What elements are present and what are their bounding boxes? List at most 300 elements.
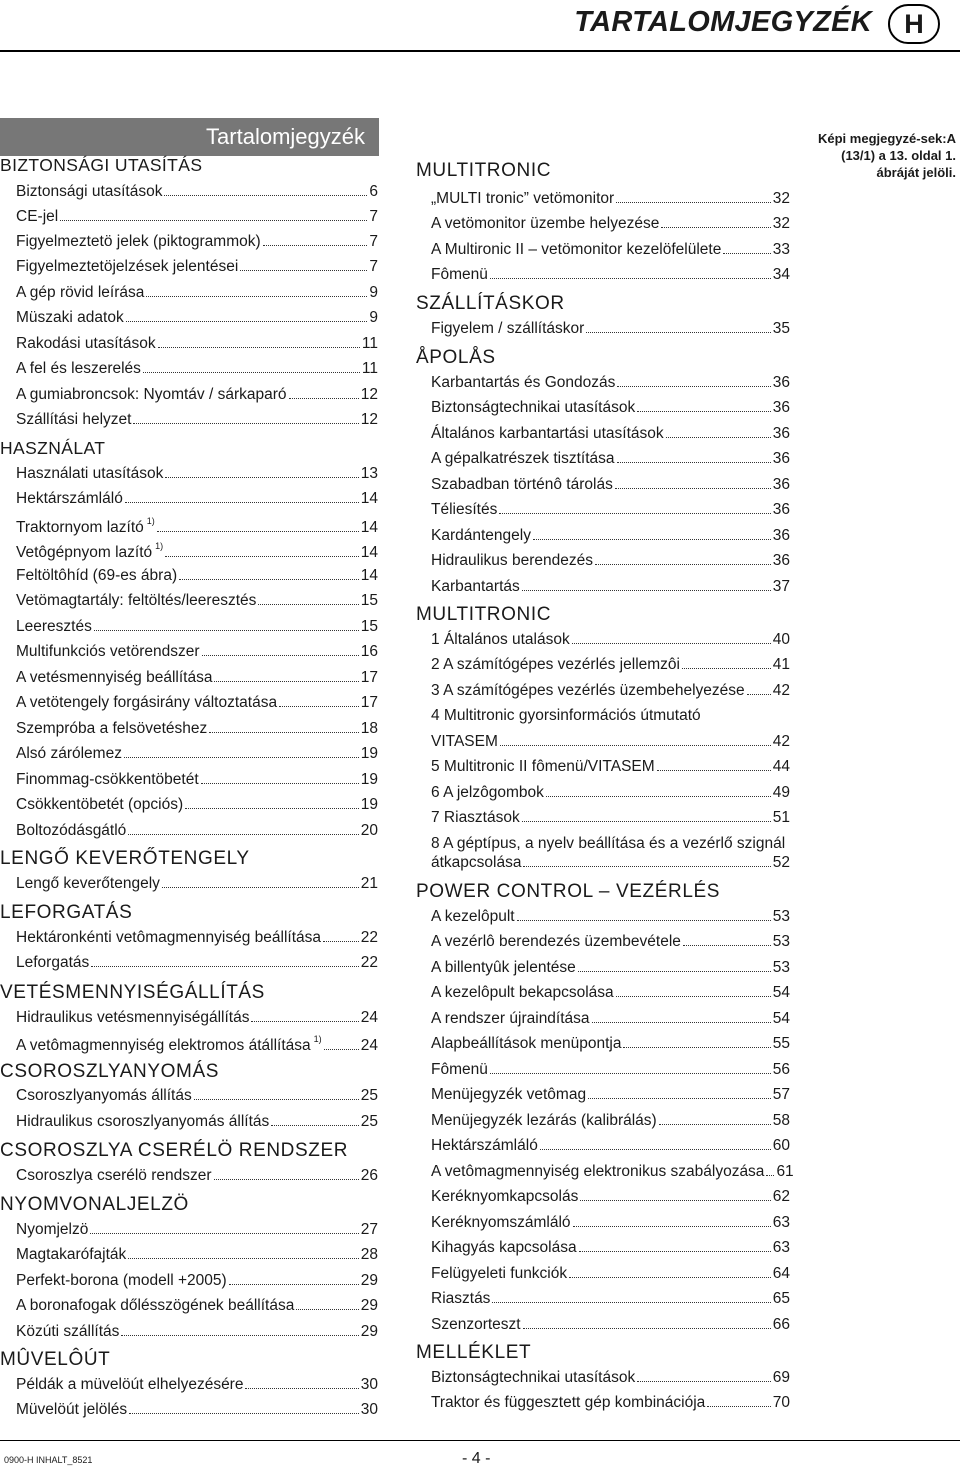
- toc-page-number: 27: [360, 1221, 378, 1238]
- toc-entry[interactable]: [416, 190, 790, 208]
- toc-entry-text: A billentyûk jelentése: [431, 959, 576, 976]
- toc-entry[interactable]: [0, 1272, 378, 1290]
- toc-entry[interactable]: [0, 745, 378, 763]
- toc-entry-label: [431, 399, 635, 417]
- toc-entry-text: A fel és leszerelés: [16, 360, 141, 377]
- toc-entry[interactable]: [0, 822, 378, 840]
- toc-page-number: 14: [360, 519, 378, 536]
- toc-entry[interactable]: [416, 1010, 790, 1028]
- toc-entry-text: Riasztás: [431, 1290, 491, 1307]
- toc-entry[interactable]: [416, 1163, 794, 1181]
- toc-entry[interactable]: [416, 682, 790, 700]
- toc-entry[interactable]: [0, 954, 378, 972]
- toc-entry-text: Finommag-csökkentöbetét: [16, 771, 199, 788]
- toc-text-line: 8 A géptípus, a nyelv beállítása és a vezérlő szignál: [431, 835, 786, 852]
- toc-page-number: 19: [360, 745, 378, 762]
- toc-entry[interactable]: [416, 266, 790, 284]
- toc-entry[interactable]: [416, 320, 790, 338]
- toc-entry[interactable]: [416, 1369, 790, 1387]
- section-heading: BIZTONSÁGI UTASÍTÁS: [0, 155, 203, 175]
- toc-entry[interactable]: [0, 516, 378, 537]
- toc-page-number: 70: [772, 1394, 790, 1411]
- dot-leader: [245, 1388, 358, 1389]
- toc-entry[interactable]: [0, 1113, 378, 1131]
- toc-entry-text: A vetômagmennyiség elektromos átállítása: [16, 1037, 311, 1054]
- dot-leader: [133, 423, 358, 424]
- dot-leader: [661, 227, 770, 228]
- toc-entry[interactable]: [0, 411, 378, 429]
- toc-entry-text: A gumiabroncsok: Nyomtáv / sárkaparó: [16, 386, 287, 403]
- toc-entry[interactable]: [416, 784, 790, 802]
- toc-entry-text: A kezelôpult bekapcsolása: [431, 984, 614, 1001]
- dot-leader: [522, 590, 771, 591]
- toc-entry-label: [16, 694, 277, 712]
- toc-entry-text: A vetésmennyiség beállítása: [16, 669, 213, 686]
- toc-entry-label: [431, 1035, 621, 1053]
- toc-entry-text: „MULTI tronic” vetömonitor: [431, 190, 615, 207]
- toc-entry-label: [431, 552, 593, 570]
- toc-entry-label: [16, 618, 92, 636]
- dot-leader: [595, 564, 771, 565]
- dot-leader: [157, 531, 359, 532]
- dot-leader: [490, 278, 771, 279]
- toc-entry-text: Csoroszlyanyomás állítás: [16, 1087, 192, 1104]
- toc-entry-text: Hektáronkénti vetômagmennyiség beállítása: [16, 929, 322, 946]
- toc-entry-text: Leforgatás: [16, 954, 90, 971]
- toc-entry[interactable]: [416, 527, 790, 545]
- toc-entry-text: A rendszer újraindítása: [431, 1010, 590, 1027]
- toc-entry-text: Keréknyomkapcsolás: [431, 1188, 579, 1205]
- toc-page-number: 33: [772, 241, 790, 258]
- toc-entry-text: 3 A számítógépes vezérlés üzembehelyezése: [431, 682, 745, 699]
- toc-entry[interactable]: [416, 1086, 790, 1104]
- toc-entry-label: [16, 1034, 322, 1055]
- dot-leader: [592, 1022, 771, 1023]
- toc-entry[interactable]: [416, 1316, 790, 1334]
- toc-page-number: 11: [361, 335, 378, 352]
- dot-leader: [194, 1099, 359, 1100]
- dot-leader: [146, 296, 367, 297]
- section-heading: POWER CONTROL – VEZÉRLÉS: [416, 881, 721, 902]
- toc-page-number: 58: [772, 1112, 790, 1129]
- dot-leader: [251, 1021, 358, 1022]
- toc-page-number: 14: [360, 567, 378, 584]
- toc-entry-text: A vetömonitor üzembe helyezése: [431, 215, 660, 232]
- toc-entry-text: VITASEM: [431, 733, 498, 750]
- toc-page-number: 40: [772, 631, 790, 648]
- toc-entry[interactable]: [416, 809, 790, 827]
- toc-entry-label: [16, 1009, 249, 1027]
- toc-entry-label: [431, 241, 721, 259]
- toc-entry[interactable]: [0, 335, 378, 353]
- dot-leader: [666, 437, 771, 438]
- toc-page-number: 66: [772, 1316, 790, 1333]
- toc-entry[interactable]: [0, 1221, 378, 1239]
- dot-leader: [588, 1098, 771, 1099]
- toc-entry[interactable]: [416, 501, 790, 519]
- toc-entry[interactable]: [416, 1035, 790, 1053]
- dot-leader: [323, 941, 359, 942]
- toc-entry-text: Használati utasítások: [16, 465, 164, 482]
- toc-page-number: 65: [772, 1290, 790, 1307]
- toc-entry[interactable]: [416, 1112, 790, 1130]
- toc-entry-text: Figyelem / szállításkor: [431, 320, 585, 337]
- toc-entry[interactable]: [416, 1061, 790, 1079]
- toc-page-number: 34: [772, 266, 790, 283]
- toc-entry[interactable]: [0, 771, 378, 789]
- toc-page-number: 24: [360, 1009, 378, 1026]
- toc-entry-label: [431, 266, 488, 284]
- toc-entry-label: [16, 1297, 294, 1315]
- toc-entry-text: Csoroszlya cserélö rendszer: [16, 1167, 212, 1184]
- toc-entry-label: [431, 1290, 490, 1308]
- toc-entry[interactable]: [416, 959, 790, 977]
- toc-entry-label: [431, 758, 655, 776]
- toc-page-number: 63: [772, 1214, 790, 1231]
- toc-entry-text: Karbantartás és Gondozás: [431, 374, 616, 391]
- toc-entry-label: [431, 476, 613, 494]
- dot-leader: [637, 1381, 771, 1382]
- toc-entry[interactable]: [416, 1214, 790, 1232]
- toc-entry-label: [16, 720, 207, 738]
- toc-page-number: 41: [772, 656, 790, 673]
- toc-entry-label: [431, 1214, 571, 1232]
- toc-entry-label: [16, 183, 162, 201]
- toc-entry[interactable]: [416, 450, 790, 468]
- toc-page-number: 17: [360, 694, 378, 711]
- toc-page-number: 57: [772, 1086, 790, 1103]
- dot-leader: [258, 604, 358, 605]
- dot-leader: [580, 1200, 770, 1201]
- dot-leader: [164, 195, 367, 196]
- dot-leader: [229, 1284, 359, 1285]
- toc-page-number: 36: [772, 476, 790, 493]
- toc-entry-text: Nyomjelzö: [16, 1221, 89, 1238]
- toc-entry[interactable]: [416, 374, 790, 392]
- toc-entry-label: [16, 258, 238, 276]
- dot-leader: [657, 770, 771, 771]
- toc-page-number: 30: [360, 1376, 378, 1393]
- toc-entry[interactable]: [0, 1167, 378, 1185]
- toc-entry-label: [431, 1010, 590, 1028]
- toc-page-number: 29: [360, 1297, 378, 1314]
- toc-entry-label: [16, 360, 141, 378]
- toc-entry-text: Biztonságtechnikai utasítások: [431, 1369, 636, 1386]
- toc-entry[interactable]: [416, 984, 790, 1002]
- dot-leader: [121, 1335, 358, 1336]
- toc-entry-label: [16, 233, 261, 251]
- toc-page-number: 26: [360, 1167, 378, 1184]
- toc-entry-label: [431, 1188, 578, 1206]
- section-heading: VETÉSMENNYISÉGÁLLÍTÁS: [0, 982, 265, 1003]
- toc-entry-label: [431, 1316, 521, 1334]
- toc-entry-text: Lengő keverőtengely: [16, 875, 160, 892]
- toc-entry-label: [431, 527, 531, 545]
- toc-page-number: 22: [360, 954, 378, 971]
- toc-entry[interactable]: [0, 875, 378, 893]
- toc-page-number: 14: [360, 490, 378, 507]
- toc-page-number: 55: [772, 1035, 790, 1052]
- toc-entry[interactable]: [416, 1188, 790, 1206]
- toc-entry[interactable]: [0, 1297, 378, 1315]
- toc-entry[interactable]: [0, 183, 378, 201]
- toc-page-number: 53: [772, 933, 790, 950]
- toc-entry[interactable]: [0, 208, 378, 226]
- section-heading: NYOMVONALJELZÖ: [0, 1194, 189, 1215]
- toc-page-number: 53: [772, 908, 790, 925]
- toc-entry[interactable]: [0, 1246, 378, 1264]
- toc-page-number: 53: [772, 959, 790, 976]
- toc-page-number: 17: [360, 669, 378, 686]
- toc-entry[interactable]: [0, 284, 378, 302]
- toc-entry[interactable]: [416, 399, 790, 417]
- toc-entry-label: [431, 1061, 488, 1079]
- toc-entry[interactable]: [416, 425, 790, 443]
- toc-entry-text: A kezelôpult: [431, 908, 515, 925]
- toc-entry-label: [431, 578, 520, 596]
- toc-entry-label: [16, 1246, 126, 1264]
- toc-entry-label: [16, 796, 183, 814]
- toc-entry-label: [431, 1086, 586, 1104]
- toc-page-number: 15: [360, 592, 378, 609]
- toc-entry[interactable]: [0, 1034, 378, 1055]
- toc-entry[interactable]: [0, 386, 378, 404]
- toc-entry-text: Traktor és függesztett gép kombinációja: [431, 1394, 706, 1411]
- toc-entry-text: Traktornyom lazító: [16, 519, 144, 536]
- toc-entry-text: A vetötengely forgásirány változtatása: [16, 694, 278, 711]
- toc-entry-text: Alapbeállítások menüpontja: [431, 1035, 622, 1052]
- dot-leader: [707, 1406, 770, 1407]
- toc-entry-label: [16, 1167, 212, 1185]
- toc-page-number: 11: [361, 360, 378, 377]
- toc-entry[interactable]: [0, 1401, 378, 1419]
- toc-entry-text: Általános karbantartási utasítások: [431, 425, 664, 442]
- dot-leader: [492, 1302, 770, 1303]
- dot-leader: [143, 372, 360, 373]
- toc-entry[interactable]: [416, 656, 790, 674]
- toc-banner-title: Tartalomjegyzék: [206, 124, 365, 149]
- toc-entry-text: A vetômagmennyiség elektronikus szabályozása: [431, 1163, 765, 1180]
- dot-leader: [500, 745, 771, 746]
- toc-entry[interactable]: [0, 796, 378, 814]
- dot-leader: [214, 1179, 359, 1180]
- toc-entry-label: [16, 309, 124, 327]
- toc-page-number: 24: [360, 1037, 378, 1054]
- dot-leader: [202, 655, 359, 656]
- toc-entry[interactable]: [0, 669, 378, 687]
- toc-entry-text: Szenzorteszt: [431, 1316, 521, 1333]
- toc-entry-text: A boronafogak dőlésszögének beállítása: [16, 1297, 295, 1314]
- toc-entry[interactable]: [416, 1137, 790, 1155]
- toc-entry-label: [16, 954, 89, 972]
- toc-entry-label: [16, 411, 131, 429]
- toc-page-number: 61: [776, 1163, 794, 1180]
- toc-entry-text: Figyelmeztetö jelek (piktogrammok): [16, 233, 261, 250]
- toc-page-number: 7: [369, 233, 378, 250]
- toc-entry-label: [431, 959, 576, 977]
- toc-entry[interactable]: [0, 309, 378, 327]
- section-heading: MULTITRONIC: [416, 604, 552, 625]
- dot-leader: [129, 1413, 359, 1414]
- section-heading: CSOROSZLYANYOMÁS: [0, 1061, 219, 1082]
- toc-page-number: 29: [360, 1272, 378, 1289]
- toc-entry-text: Kardántengely: [431, 527, 531, 544]
- toc-entry-label: [16, 745, 122, 763]
- section-heading: MELLÉKLET: [416, 1342, 532, 1363]
- dot-leader: [683, 945, 771, 946]
- toc-page-number: 49: [772, 784, 790, 801]
- toc-entry-text: átkapcsolása: [431, 854, 522, 871]
- toc-page-number: 51: [772, 809, 790, 826]
- language-badge: H: [888, 4, 940, 44]
- toc-entry-text: 2 A számítógépes vezérlés jellemzôi: [431, 656, 680, 673]
- toc-entry-label: [431, 984, 614, 1002]
- toc-entry[interactable]: [416, 552, 790, 570]
- toc-entry-label: [16, 1113, 269, 1131]
- toc-entry-text: 6 A jelzôgombok: [431, 784, 544, 801]
- toc-entry[interactable]: [416, 1394, 790, 1412]
- toc-entry[interactable]: [0, 1323, 378, 1341]
- dot-leader: [179, 579, 359, 580]
- toc-entry[interactable]: [0, 258, 378, 276]
- toc-page-number: 32: [772, 215, 790, 232]
- toc-entry-label: [16, 465, 163, 483]
- toc-entry[interactable]: [416, 631, 790, 649]
- toc-page-number: 18: [360, 720, 378, 737]
- toc-entry-text: Keréknyomszámláló: [431, 1214, 571, 1231]
- toc-entry[interactable]: [416, 758, 790, 776]
- toc-page-number: 52: [772, 854, 790, 871]
- toc-entry[interactable]: [0, 618, 378, 636]
- header-rule: [0, 50, 960, 52]
- toc-entry[interactable]: [416, 1290, 790, 1308]
- toc-entry[interactable]: [416, 1265, 790, 1283]
- dot-leader: [94, 630, 359, 631]
- toc-entry-label: [16, 822, 126, 840]
- toc-entry[interactable]: [0, 1009, 378, 1027]
- toc-entry-label: [16, 1323, 119, 1341]
- toc-entry[interactable]: [416, 1239, 790, 1257]
- toc-entry-label: [16, 1087, 192, 1105]
- toc-page-number: 62: [772, 1188, 790, 1205]
- toc-page-number: 15: [360, 618, 378, 635]
- toc-entry-label: [16, 669, 212, 687]
- toc-page-number: 35: [772, 320, 790, 337]
- toc-entry-label: [431, 501, 497, 519]
- dot-leader: [523, 866, 770, 867]
- dot-leader: [162, 887, 359, 888]
- dot-leader: [615, 488, 771, 489]
- toc-page-number: 7: [369, 258, 378, 275]
- toc-entry-text: A gép rövid leírása: [16, 284, 145, 301]
- toc-entry-text: Menüjegyzék vetômag: [431, 1086, 587, 1103]
- dot-leader: [60, 220, 367, 221]
- toc-entry-label: [16, 490, 123, 508]
- dot-leader: [747, 694, 771, 695]
- toc-entry[interactable]: [0, 694, 378, 712]
- toc-entry[interactable]: [0, 490, 378, 508]
- toc-entry[interactable]: [416, 733, 790, 751]
- toc-entry-text: Müszaki adatok: [16, 309, 124, 326]
- toc-page-number: 54: [772, 984, 790, 1001]
- dot-leader: [533, 539, 771, 540]
- dot-leader: [616, 202, 771, 203]
- footer-page-number: - 4 -: [462, 1450, 491, 1467]
- toc-page-number: 16: [360, 643, 378, 660]
- toc-entry[interactable]: [0, 360, 378, 378]
- toc-entry[interactable]: [0, 1376, 378, 1394]
- toc-entry[interactable]: [0, 720, 378, 738]
- section-heading: ÅPOLÅS: [416, 347, 496, 368]
- toc-entry[interactable]: [0, 929, 378, 947]
- toc-entry[interactable]: [0, 1087, 378, 1105]
- toc-entry-text: 1 Általános utalások: [431, 631, 570, 648]
- toc-page-number: 44: [772, 758, 790, 775]
- toc-entry-text: 7 Riasztások: [431, 809, 520, 826]
- toc-entry[interactable]: [416, 933, 790, 951]
- toc-entry-label: [16, 643, 200, 661]
- dot-leader: [579, 1251, 771, 1252]
- toc-entry-text: Multifunkciós vetörendszer: [16, 643, 200, 660]
- toc-page-number: 19: [360, 796, 378, 813]
- toc-page-number: 36: [772, 552, 790, 569]
- toc-page-number: 25: [360, 1087, 378, 1104]
- toc-entry[interactable]: [0, 567, 378, 585]
- dot-leader: [128, 1258, 358, 1259]
- toc-page-number: 9: [369, 309, 378, 326]
- toc-page-number: 25: [360, 1113, 378, 1130]
- toc-entry-label: [16, 875, 160, 893]
- toc-entry[interactable]: [0, 465, 378, 483]
- toc-entry[interactable]: [416, 476, 790, 494]
- toc-page-number: 29: [360, 1323, 378, 1340]
- toc-page-number: 54: [772, 1010, 790, 1027]
- toc-entry[interactable]: [416, 854, 790, 872]
- toc-entry-label: [431, 190, 614, 208]
- toc-entry[interactable]: [416, 908, 790, 926]
- toc-entry-label: [431, 1163, 764, 1181]
- footer-document-code: 0900-H INHALT_8521: [4, 1455, 93, 1465]
- toc-entry[interactable]: [0, 592, 378, 610]
- dot-leader: [499, 513, 770, 514]
- toc-page-number: 7: [369, 208, 378, 225]
- toc-page-number: 20: [360, 822, 378, 839]
- toc-page-number: 42: [772, 682, 790, 699]
- toc-entry-label: [16, 929, 321, 947]
- toc-page-number: 42: [772, 733, 790, 750]
- toc-entry-label: [16, 1221, 88, 1239]
- section-heading: LENGŐ KEVERŐTENGELY: [0, 848, 250, 869]
- toc-entry[interactable]: [416, 578, 790, 596]
- toc-entry-label: [16, 771, 199, 789]
- toc-entry-text: Perfekt-borona (modell +2005): [16, 1272, 227, 1289]
- toc-page-number: 22: [360, 929, 378, 946]
- dot-leader: [617, 386, 770, 387]
- dot-leader: [201, 783, 359, 784]
- toc-entry[interactable]: [0, 233, 378, 251]
- toc-entry-label: [431, 215, 659, 233]
- dot-leader: [490, 1073, 771, 1074]
- toc-entry[interactable]: [0, 541, 378, 562]
- toc-page-number: 12: [360, 386, 378, 403]
- toc-entry[interactable]: [416, 241, 790, 259]
- toc-entry-label: [16, 386, 287, 404]
- toc-entry[interactable]: [0, 643, 378, 661]
- toc-entry[interactable]: [416, 215, 790, 233]
- toc-entry-text: Biztonságtechnikai utasítások: [431, 399, 636, 416]
- dot-leader: [546, 796, 771, 797]
- dot-leader: [623, 1047, 770, 1048]
